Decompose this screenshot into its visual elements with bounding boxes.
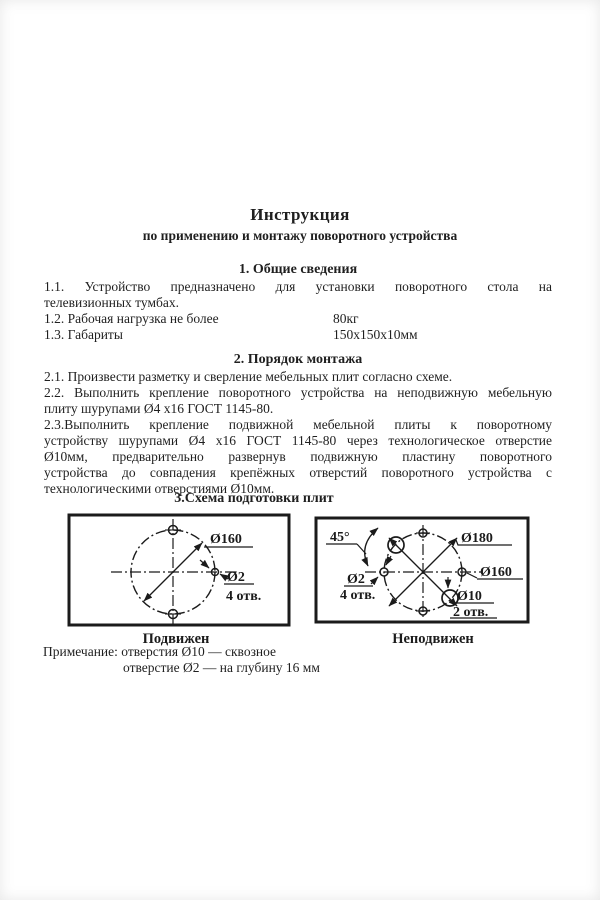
- caption-movable: Подвижен: [142, 631, 210, 647]
- text-line: 1.1. Устройство предназначено для установки поворотного стола на: [44, 279, 552, 294]
- d2-pointer-upper: [386, 556, 391, 565]
- diagram-movable-plate: [69, 515, 289, 625]
- note-line-2: отверстие Ø2 — на глубину 16 мм: [123, 660, 320, 675]
- paragraph-1-1: [44, 279, 552, 311]
- section-3-heading: 3.Схема подготовки плит: [174, 491, 334, 506]
- note-d10-text: отверстия Ø10 — сквозное: [121, 644, 277, 659]
- note-block: [43, 644, 563, 676]
- section-2-heading: 2. Порядок монтажа: [233, 352, 363, 367]
- d2-pointer-label: [371, 577, 378, 584]
- text-line: 2.3.Выполнить крепление подвижной мебельной плиты к поворотному: [44, 417, 552, 432]
- label-right-d10: Ø10: [457, 589, 482, 604]
- leader-160: [467, 573, 477, 578]
- note-line-1: [43, 644, 563, 660]
- row-dimensions-label: 1.3. Габариты: [44, 327, 123, 342]
- label-right-angle: 45°: [330, 530, 350, 545]
- label-right-4holes: 4 отв.: [340, 588, 376, 603]
- plate-preparation-diagrams: [0, 508, 600, 653]
- angle-arc-45: [365, 528, 378, 566]
- page-title: Инструкция: [250, 205, 350, 224]
- text-line: Ø10мм, предварительно развернув подвижную пластину поворотного: [44, 449, 552, 464]
- label-right-d180: Ø180: [461, 531, 493, 546]
- row-working-load-value: 80кг: [333, 311, 359, 326]
- caption-fixed: Неподвижен: [392, 631, 474, 647]
- row-working-load-label: 1.2. Рабочая нагрузка не более: [44, 311, 219, 326]
- paragraph-2-1: [44, 369, 552, 385]
- text-line: телевизионных тумбах.: [44, 295, 179, 310]
- label-left-d2: Ø2: [227, 570, 245, 585]
- text-line: устройства до совпадения крепёжных отверстий поворотного устройства с: [44, 465, 552, 480]
- row-dimensions-value: 150х150х10мм: [333, 327, 418, 342]
- paragraph-2-3: [44, 417, 552, 497]
- note-label: Примечание:: [43, 644, 118, 659]
- row-working-load: [44, 311, 552, 327]
- label-right-d160: Ø160: [480, 565, 512, 580]
- label-left-4holes: 4 отв.: [226, 589, 262, 604]
- paragraph-2-2: [44, 385, 552, 417]
- text-line: 2.1. Произвести разметку и сверление мебельных плит согласно схеме.: [44, 369, 453, 384]
- text-line: 2.2. Выполнить крепление поворотного устройства на неподвижную мебельную: [44, 385, 552, 400]
- label-left-d160: Ø160: [210, 532, 242, 547]
- page-subtitle: по применению и монтажу поворотного устройства: [142, 228, 458, 243]
- plate-outline: [69, 515, 289, 625]
- text-line: технологическими отверстиями Ø10мм.: [44, 481, 275, 496]
- text-line: устройству шурупами Ø4 х16 ГОСТ 1145-80 через технологическое отверстие: [44, 433, 552, 448]
- label-right-d2: Ø2: [347, 572, 365, 587]
- row-dimensions: [44, 327, 552, 343]
- d2-pointer-upper: [200, 560, 209, 568]
- label-right-2holes: 2 отв.: [453, 605, 489, 620]
- section-1-heading: 1. Общие сведения: [238, 262, 358, 277]
- text-line: плиту шурупами Ø4 х16 ГОСТ 1145-80.: [44, 401, 274, 416]
